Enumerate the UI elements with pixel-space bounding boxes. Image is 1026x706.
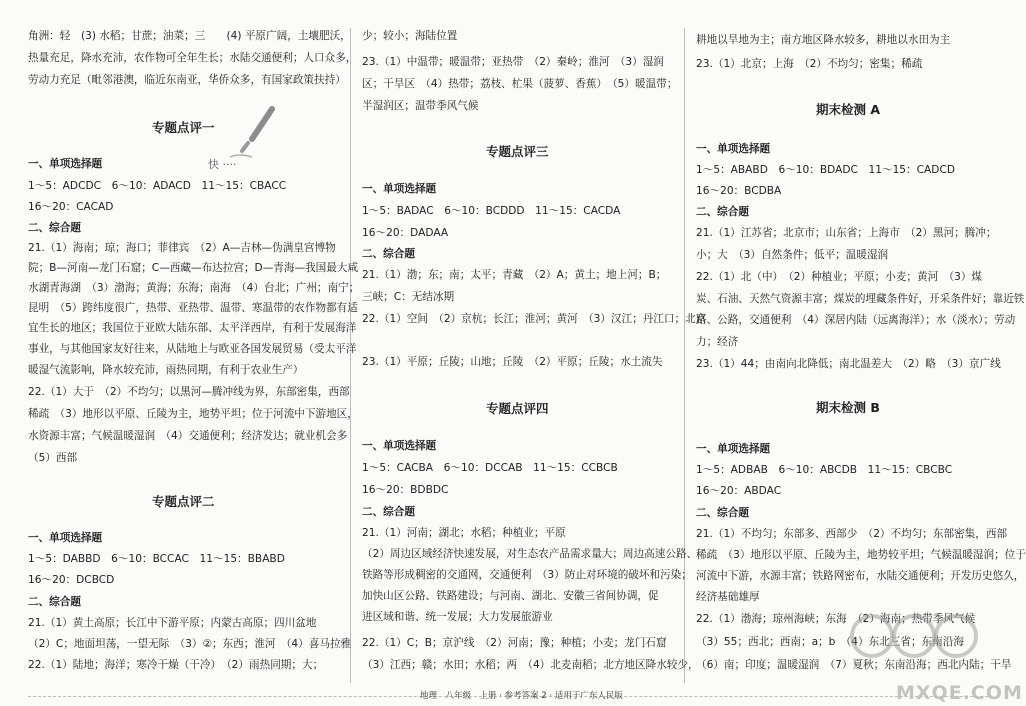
text-line: 23.（1）平原；丘陵；山地；丘陵 （2）平原；丘陵；水土流失 xyxy=(362,356,663,368)
text-line: 半湿润区；温带季风气候 xyxy=(362,100,479,112)
section-heading: 二、综合题 xyxy=(28,596,81,608)
text-line: 区；干旱区 （4）热带；荔枝、杧果（菠萝、香蕉） （5）暖温带； xyxy=(362,78,678,90)
text-line: 进区域和谐、统一发展；大力发展旅游业 xyxy=(362,611,553,623)
text-line: 16～20：BDBDC xyxy=(362,484,449,496)
text-line: （3）江西；赣；水田；水稻；两 （4）北麦南稻；北方地区降水较少， xyxy=(362,659,699,671)
section-title-final-b: 期末检测 B xyxy=(816,400,880,415)
section-heading: 二、综合题 xyxy=(696,206,749,218)
text-line: 热量充足，降水充沛，农作物可全年生长；水陆交通便利；人口众多， xyxy=(28,52,357,64)
page-footer: 地理 八年级 上册 · 参考答案 2 · 适用于广东人民版 xyxy=(420,691,623,701)
text-line: 角洲：轻 (3) 水稻；甘蔗；油菜；三 (4) 平原广阔，土壤肥沃， xyxy=(28,30,351,42)
text-line: 21.（1）河南；湖北；水稻；种植业；平原 xyxy=(362,527,566,539)
text-line: 1～5：ADBAB 6～10：ABCDB 11～15：CBCBC xyxy=(696,464,953,476)
text-line: 水资源丰富；气候温暖湿润 （4）交通便利；经济发达；就业机会多 xyxy=(28,430,348,442)
text-line: 铁路等形成稠密的交通网，交通便利 （3）防止对环境的破坏和污染； xyxy=(362,569,692,581)
text-line: 23.（1）北京；上海 （2）不均匀；密集；稀疏 xyxy=(696,58,923,70)
text-line: 稀疏 （3）地形以平原、丘陵为主，地势平坦；位于河流中下游地区， xyxy=(28,408,358,420)
text-line: （6）南；印度；温暖湿润 （7）夏秋；东南沿海；西北内陆；干旱 xyxy=(696,659,1012,671)
section-heading: 二、综合题 xyxy=(362,506,415,518)
text-line: 21.（1）黄土高原；长江中下游平原；内蒙古高原；四川盆地 xyxy=(28,617,317,629)
text-line: 16～20：DADAA xyxy=(362,227,449,239)
text-line: 稀疏 （3）地形以平原、丘陵为主，地势较平坦；气候温暖湿润；位于 xyxy=(696,549,1026,561)
text-line: 少；较小；海陆位置 xyxy=(362,30,458,42)
text-line: 小；大 （3）自然条件；低平；温暖湿润 xyxy=(696,249,889,261)
text-line: 力；经济 xyxy=(696,336,739,348)
text-line: （2）周边区域经济快速发展，对生态农产品需求量大；周边高速公路、 xyxy=(362,548,698,560)
text-line: 22.（1）空间 （2）京杭；长江；淮河；黄河 （3）汉江；丹江口；北京 xyxy=(362,313,707,325)
text-line: 1～5：ABABD 6～10：BDADC 11～15：CADCD xyxy=(696,164,955,176)
text-line: 22.（1）渤海；琼州海峡；东海 （2）海南；热带季风气候 xyxy=(696,613,976,625)
pen-scribble-mark xyxy=(200,105,280,195)
text-line: 昆明 （5）跨纬度很广，热带、亚热带、温带、寒温带的农作物都有适 xyxy=(28,302,358,314)
text-line: 21.（1）海南；琼；海口；菲律宾 （2）A—吉林—伪满皇宫博物 xyxy=(28,242,336,254)
text-line: 22.（1）陆地；海洋；寒冷干燥（干冷） （2）雨热同期；大； xyxy=(28,659,324,671)
column-divider-2 xyxy=(684,28,685,683)
section-heading: 二、综合题 xyxy=(696,507,749,519)
text-line: 22.（1）北（中） （2）种植业；平原；小麦；黄河 （3）煤 xyxy=(696,271,983,283)
text-line: 22.（1）大于 （2）不均匀；以黑河—腾冲线为界，东部密集，西部 xyxy=(28,386,350,398)
handwritten-note: 快 ···· xyxy=(208,158,237,171)
text-line: 河流中下游，水源丰富；铁路网密布，水陆交通便利；开发历史悠久， xyxy=(696,570,1025,582)
text-line: 暖湿气流影响，降水较充沛，雨热同期，有利于农业生产） xyxy=(28,364,304,376)
section-heading: 一、单项选择题 xyxy=(28,158,103,170)
text-line: 21.（1）不均匀；东部多、西部少 （2）不均匀；东部密集，西部 xyxy=(696,528,1008,540)
text-line: 23.（1）44；由南向北降低；南北温差大 （2）略 （3）京广线 xyxy=(696,358,1001,370)
text-line: 16～20：BCDBA xyxy=(696,185,782,197)
section-title-review-4: 专题点评四 xyxy=(486,401,549,416)
text-line: 1～5：DABBD 6～10：BCCAC 11～15：BBABD xyxy=(28,553,285,565)
text-line: 宜生长的地区；我国位于亚欧大陆东部、太平洋西岸，有利于发展海洋 xyxy=(28,322,357,334)
text-line: 16～20：DCBCD xyxy=(28,574,115,586)
text-line: 水湖青海湖 （3）渤海；黄海；东海；南海 （4）台北；广州；南宁； xyxy=(28,282,360,294)
text-line: 劳动力充足（毗邻港澳，临近东南亚，华侨众多，有国家政策扶持） xyxy=(28,74,346,86)
text-line: 21.（1）渤；东；南；太平；青藏 （2）A；黄土；地上河；B； xyxy=(362,269,667,281)
text-line: 院；B—河南—龙门石窟；C—西藏—布达拉宫；D—青海—我国最大咸 xyxy=(28,262,359,274)
text-line: 23.（1）中温带；暖温带；亚热带 （2）秦岭；淮河 （3）湿润 xyxy=(362,56,664,68)
section-heading: 一、单项选择题 xyxy=(696,143,771,155)
text-line: 耕地以旱地为主；南方地区降水较多，耕地以水田为主 xyxy=(696,34,951,46)
text-line: 16～20：CACAD xyxy=(28,201,114,213)
text-line: 炭、石油、天然气资源丰富；煤炭的埋藏条件好，开采条件好；靠近铁 xyxy=(696,293,1025,305)
text-line: 1～5：BADAC 6～10：BCDDD 11～15：CACDA xyxy=(362,205,621,217)
text-line: 经济基础雄厚 xyxy=(696,591,760,603)
section-title-final-a: 期末检测 A xyxy=(816,102,881,117)
section-title-review-2: 专题点评二 xyxy=(152,494,215,509)
watermark-text: MXQE.COM xyxy=(896,682,1023,704)
section-heading: 一、单项选择题 xyxy=(28,532,103,544)
section-heading: 二、综合题 xyxy=(28,222,81,234)
text-line: 1～5：ADCDC 6～10：ADACD 11～15：CBACC xyxy=(28,180,287,192)
section-title-review-1: 专题点评一 xyxy=(152,120,215,135)
watermark-logo xyxy=(850,606,980,686)
section-heading: 一、单项选择题 xyxy=(362,183,437,195)
text-line: 加快山区公路、铁路建设；与河南、湖北、安徽三省间协调，促 xyxy=(362,590,659,602)
text-line: （5）西部 xyxy=(28,452,78,464)
section-title-review-3: 专题点评三 xyxy=(486,144,549,159)
text-line: 三峡；C：无结冰期 xyxy=(362,291,455,303)
text-line: 事业，与其他国家友好往来，从陆地上与欧亚各国发展贸易（受太平洋 xyxy=(28,343,357,355)
section-heading: 一、单项选择题 xyxy=(696,443,771,455)
section-heading: 一、单项选择题 xyxy=(362,440,437,452)
text-line: 21.（1）江苏省；北京市；山东省；上海市 （2）黑河；腾冲； xyxy=(696,227,997,239)
section-heading: 二、综合题 xyxy=(362,248,415,260)
text-line: 22.（1）C；B；京沪线 （2）河南；豫；种植；小麦；龙门石窟 xyxy=(362,637,667,649)
text-line: （3）55；西北；西南；a；b （4）东北三省；东南沿海 xyxy=(696,636,964,648)
text-line: 16～20：ABDAC xyxy=(696,485,782,497)
text-line: 路、公路，交通便利 （4）深居内陆（远离海洋）；水（淡水）；劳动 xyxy=(696,314,1016,326)
text-line: （2）C；地面坦荡，一望无际 （3）②；东西；淮河 （4）喜马拉雅 xyxy=(28,638,352,650)
text-line: 1～5：CACBA 6～10：DCCAB 11～15：CCBCB xyxy=(362,462,618,474)
